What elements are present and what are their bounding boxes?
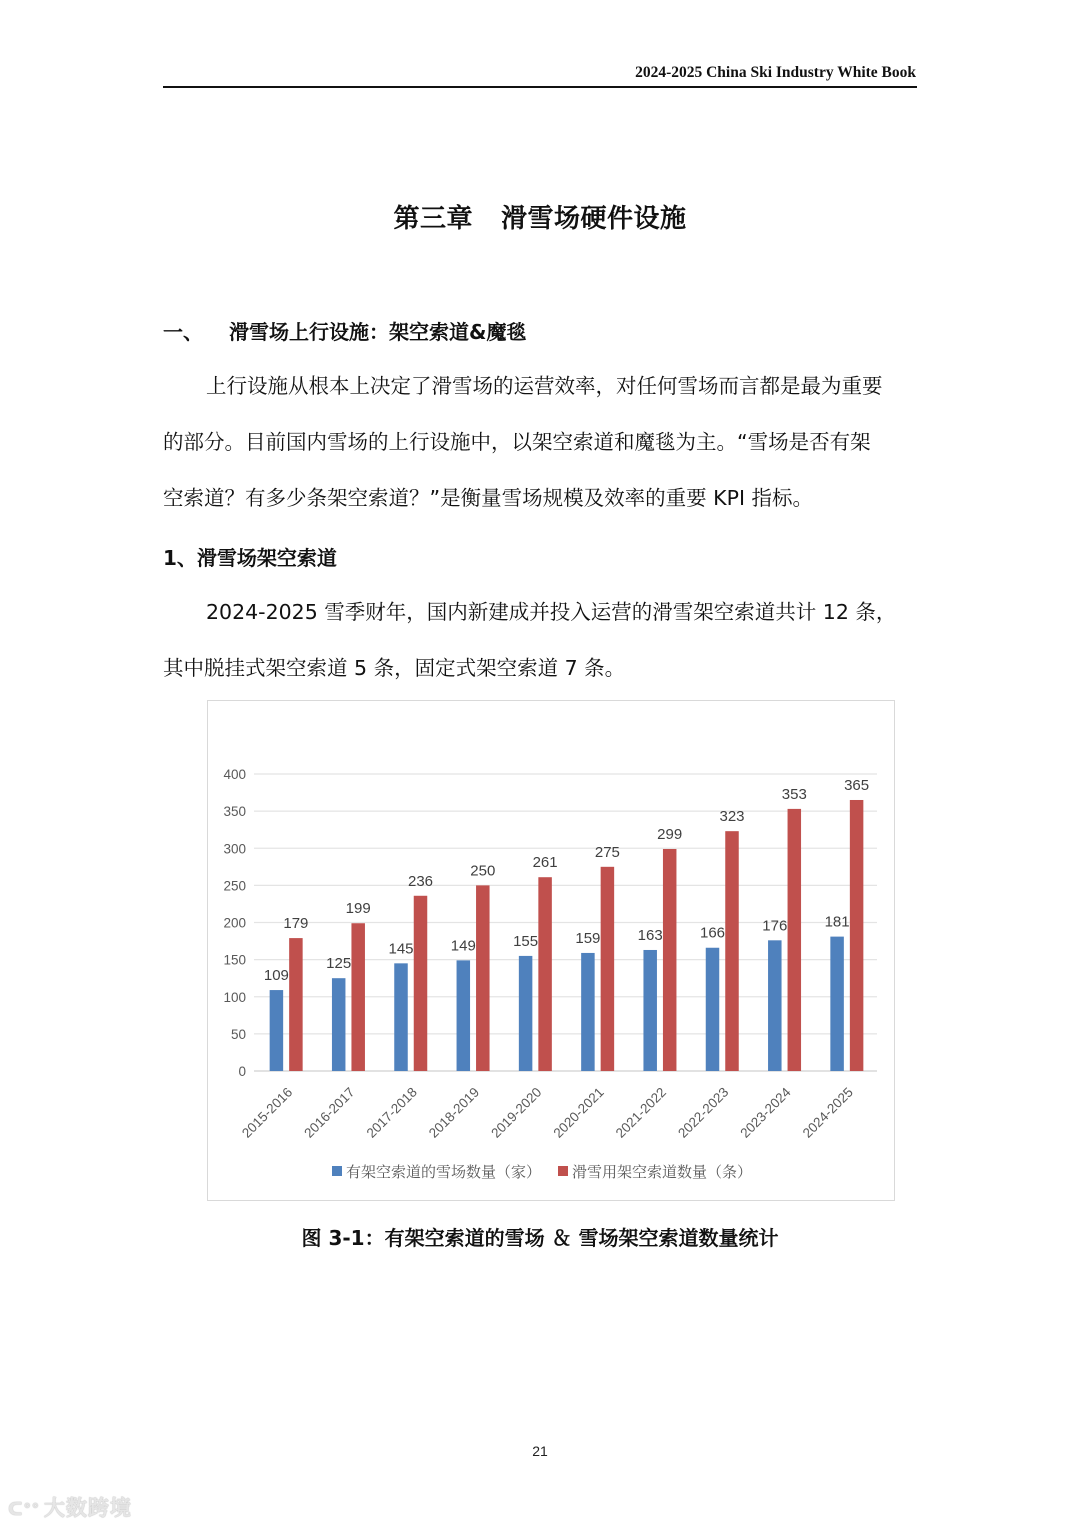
data-label: 159 [575, 929, 601, 947]
paragraph-line: 空索道？有多少条架空索道？”是衡量雪场规模及效率的重要 KPI 指标。 [163, 486, 814, 510]
data-label: 261 [532, 854, 558, 872]
y-tick-label: 200 [223, 915, 246, 931]
data-label: 199 [345, 900, 371, 918]
y-tick-label: 350 [223, 804, 246, 820]
x-tick-label: 2023-2024 [737, 1084, 794, 1141]
x-tick-label: 2019-2020 [488, 1084, 545, 1141]
data-label: 149 [450, 937, 476, 955]
bar-resorts [643, 950, 657, 1071]
section-heading [163, 316, 526, 345]
bar-ropeways [289, 938, 303, 1071]
x-tick-label: 2024-2025 [799, 1084, 856, 1141]
bar-resorts [270, 990, 284, 1071]
y-tick-label: 300 [223, 841, 246, 857]
data-label: 179 [283, 915, 309, 933]
x-tick-label: 2021-2022 [612, 1084, 670, 1141]
bar-ropeways [850, 800, 864, 1071]
bar-ropeways [476, 885, 490, 1071]
paragraph-line: 2024-2025 雪季财年，国内新建成并投入运营的滑雪架空索道共计 12 条， [206, 600, 897, 624]
section-number: 一、 [163, 320, 203, 344]
bar-ropeways [788, 809, 802, 1071]
bar-ropeways [601, 867, 615, 1071]
chart-canvas [208, 701, 896, 1202]
y-tick-label: 50 [230, 1026, 246, 1042]
data-label: 236 [407, 872, 434, 890]
paragraph-line: 上行设施从根本上决定了滑雪场的运营效率，对任何雪场而言都是最为重要 [206, 374, 883, 398]
watermark-logo-icon: ᑕᐤᐤ [8, 1499, 40, 1520]
data-label: 275 [594, 843, 620, 861]
x-tick-label: 2018-2019 [425, 1084, 483, 1141]
x-tick-label: 2017-2018 [363, 1084, 420, 1141]
data-label: 323 [719, 808, 745, 826]
paragraph-intro [163, 358, 919, 526]
data-label: 166 [699, 924, 726, 942]
bar-resorts [332, 978, 346, 1071]
bar-resorts [768, 940, 782, 1071]
y-tick-label: 150 [223, 952, 246, 968]
x-tick-label: 2015-2016 [239, 1084, 296, 1141]
data-label: 299 [657, 825, 683, 843]
x-tick-label: 2016-2017 [301, 1084, 358, 1141]
data-label: 250 [470, 862, 496, 880]
chapter-title [0, 198, 1080, 235]
bar-resorts [457, 960, 471, 1071]
data-label: 353 [781, 785, 807, 803]
x-tick-label: 2020-2021 [550, 1084, 607, 1141]
paragraph-line: 的部分。目前国内雪场的上行设施中，以架空索道和魔毯为主。“雪场是否有架 [163, 430, 871, 454]
y-tick-label: 0 [238, 1064, 246, 1079]
bar-ropeways [414, 896, 428, 1071]
page-number: 21 [532, 1443, 548, 1459]
paragraph-ropeways [163, 584, 919, 696]
bar-resorts [581, 953, 595, 1071]
bar-resorts [830, 937, 844, 1071]
running-header: 2024-2025 China Ski Industry White Book [635, 64, 916, 81]
y-tick-label: 400 [223, 767, 246, 782]
data-label: 125 [326, 955, 352, 973]
bar-ropeways [538, 877, 552, 1071]
section-title: 滑雪场上行设施：架空索道&魔毯 [229, 320, 527, 344]
legend-swatch-icon [332, 1166, 342, 1176]
bar-resorts [394, 963, 408, 1071]
x-tick-label: 2022-2023 [675, 1084, 732, 1141]
data-label: 365 [844, 776, 870, 794]
data-label: 181 [824, 913, 850, 931]
legend-label: 滑雪用架空索道数量（条） [572, 1163, 753, 1181]
data-label: 155 [513, 932, 539, 950]
data-label: 176 [762, 917, 788, 935]
data-label: 109 [263, 967, 289, 985]
watermark [8, 1492, 132, 1522]
watermark-text: 大数跨境 [43, 1496, 132, 1520]
paragraph-line: 其中脱挂式架空索道 5 条，固定式架空索道 7 条。 [163, 656, 626, 680]
y-tick-label: 100 [223, 989, 246, 1005]
bar-ropeways [351, 923, 365, 1071]
legend-swatch-icon [558, 1166, 568, 1176]
bar-ropeways [725, 831, 739, 1071]
bar-resorts [706, 948, 720, 1071]
figure-caption: 图 3-1：有架空索道的雪场 ＆ 雪场架空索道数量统计 [301, 1226, 779, 1250]
y-tick-label: 250 [223, 878, 246, 894]
chapter-number: 第三章 [393, 204, 473, 234]
bar-chart [207, 700, 895, 1201]
data-label: 145 [388, 940, 414, 958]
legend-label: 有架空索道的雪场数量（家） [346, 1163, 542, 1181]
bar-ropeways [663, 849, 677, 1071]
subsection-heading: 1、滑雪场架空索道 [163, 546, 337, 570]
header-rule [163, 86, 917, 88]
data-label: 163 [637, 926, 663, 944]
bar-resorts [519, 956, 533, 1071]
chapter-name: 滑雪场硬件设施 [501, 204, 687, 234]
